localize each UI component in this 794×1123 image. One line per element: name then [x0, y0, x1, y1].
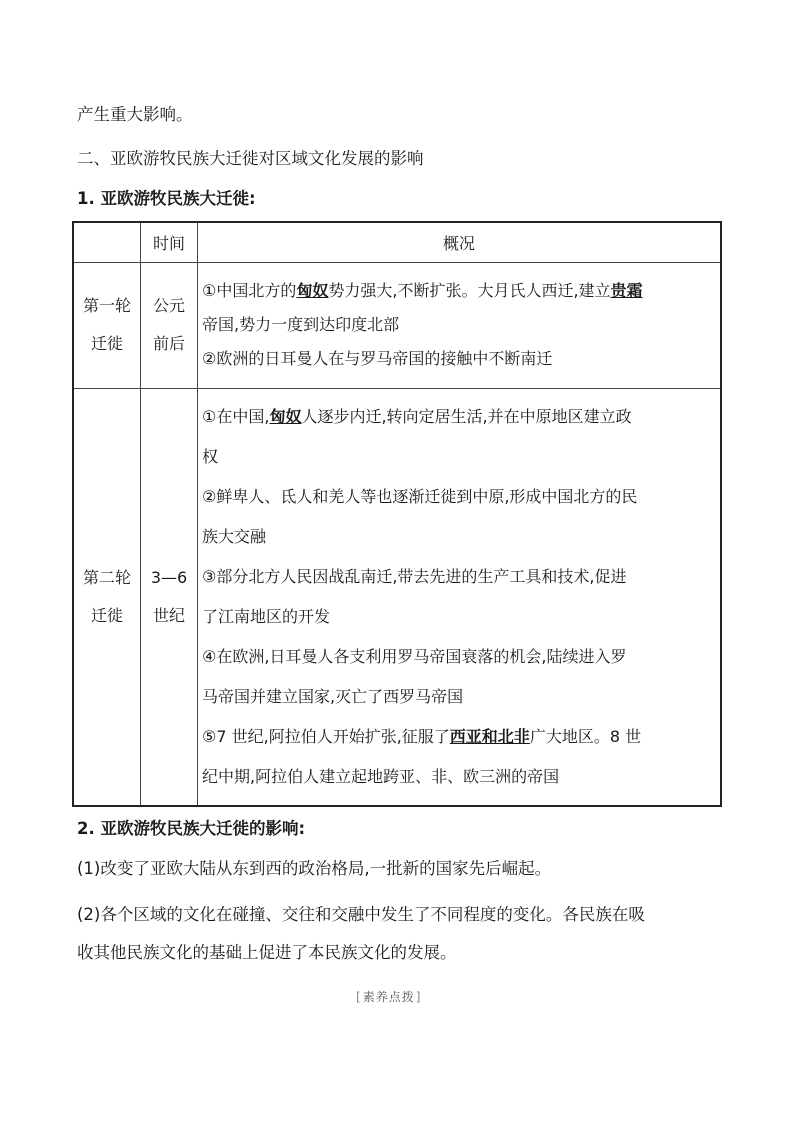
row-overview — [198, 388, 722, 806]
table-row — [73, 388, 721, 806]
row-time-line: 3—6 — [150, 567, 188, 587]
impact-point-2-line2: 收其他民族文化的基础上促进了本民族文化的发展。 — [77, 943, 457, 962]
row-time — [141, 388, 198, 806]
header-cell-time: 时间 — [141, 222, 198, 262]
overview-line: ④在欧洲,日耳曼人各支利用罗马帝国衰落的机会,陆续进入罗 — [202, 646, 627, 666]
section-tag: [ 素养点拨 ] — [354, 988, 423, 1005]
header-cell-empty — [73, 222, 141, 262]
overview-line: 纪中期,阿拉伯人建立起地跨亚、非、欧三洲的帝国 — [202, 766, 560, 786]
row-label-line: 迁徙 — [90, 334, 123, 353]
section-heading: 二、亚欧游牧民族大迁徙对区域文化发展的影响 — [77, 149, 424, 168]
row-label-line: 第二轮 — [82, 567, 131, 587]
overview-line: ③部分北方人民因战乱南迁,带去先进的生产工具和技术,促进 — [202, 566, 627, 586]
subheading-impact: 2. 亚欧游牧民族大迁徙的影响: — [77, 819, 306, 838]
row-label — [73, 262, 141, 388]
row-time-line: 世纪 — [152, 605, 185, 625]
overview-line: 权 — [202, 446, 219, 466]
overview-line: ⑤7 世纪,阿拉伯人开始扩张,征服了西亚和北非广大地区。8 世 — [202, 726, 642, 746]
impact-point-1: (1)改变了亚欧大陆从东到西的政治格局,一批新的国家先后崛起。 — [77, 859, 552, 878]
overview-line: ②欧洲的日耳曼人在与罗马帝国的接触中不断南迁 — [202, 349, 553, 368]
overview-line: ①中国北方的匈奴势力强大,不断扩张。大月氏人西迁,建立贵霜 — [202, 281, 643, 300]
row-time — [141, 262, 198, 388]
table-row — [73, 262, 721, 388]
overview-line: 族大交融 — [202, 526, 267, 546]
overview-line: 马帝国并建立国家,灭亡了西罗马帝国 — [202, 686, 464, 706]
row-label — [73, 388, 141, 806]
table-header-row — [73, 222, 721, 262]
row-label-line: 迁徙 — [90, 605, 123, 625]
subheading-migration: 1. 亚欧游牧民族大迁徙: — [77, 189, 256, 208]
impact-point-2-line1: (2)各个区域的文化在碰撞、交往和交融中发生了不同程度的变化。各民族在吸 — [77, 905, 645, 924]
row-time-line: 前后 — [152, 334, 185, 353]
overview-line: ①在中国,匈奴人逐步内迁,转向定居生活,并在中原地区建立政 — [202, 406, 632, 426]
text-line: 产生重大影响。 — [77, 105, 193, 124]
row-label-line: 第一轮 — [82, 296, 131, 315]
row-time-line: 公元 — [152, 296, 185, 315]
overview-line: 帝国,势力一度到达印度北部 — [202, 315, 400, 334]
overview-line: 了江南地区的开发 — [202, 606, 331, 626]
overview-line: ②鲜卑人、氐人和羌人等也逐渐迁徙到中原,形成中国北方的民 — [202, 486, 638, 506]
migration-table — [72, 221, 722, 807]
row-overview — [198, 262, 722, 388]
header-cell-overview: 概况 — [198, 222, 722, 262]
